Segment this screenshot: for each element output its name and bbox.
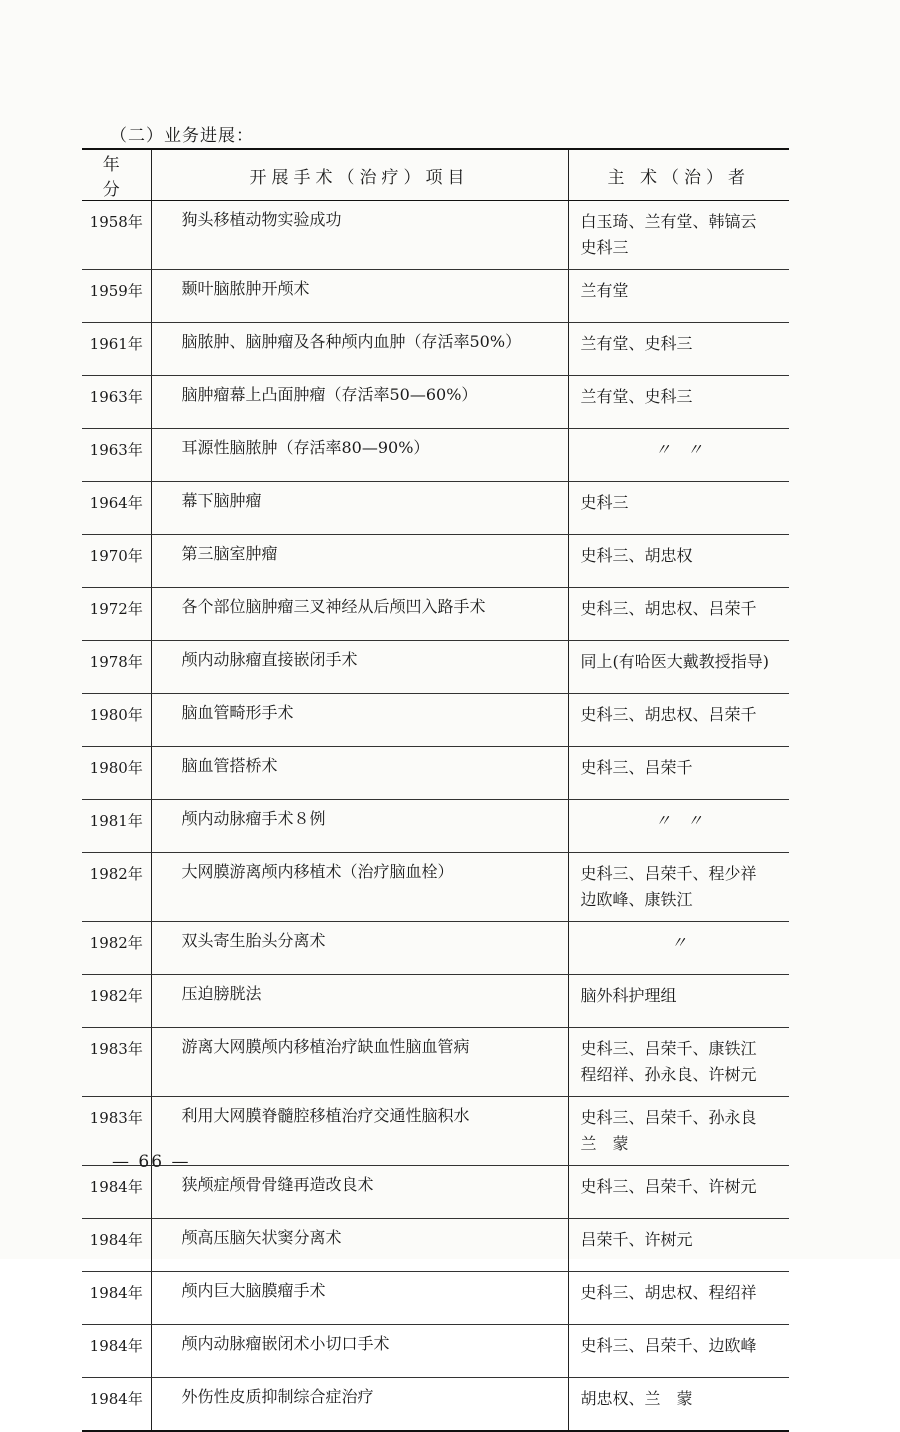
- row-year: 1980年: [82, 747, 151, 800]
- progress-table: [82, 148, 789, 1432]
- row-item: 颅内动脉瘤嵌闭术小切口手术: [151, 1325, 568, 1378]
- row-year: 1984年: [82, 1272, 151, 1325]
- person-line: 边欧峰、康铁江: [580, 890, 693, 909]
- person-line: 〃 〃: [654, 811, 703, 830]
- row-year: 1959年: [82, 270, 151, 323]
- table-row: [82, 482, 789, 535]
- row-item: 脑肿瘤幕上凸面肿瘤（存活率50—60%）: [151, 376, 568, 429]
- row-year: 1984年: [82, 1325, 151, 1378]
- row-person: [568, 1272, 789, 1325]
- person-line: 史科三、胡忠权、吕荣千: [580, 705, 757, 724]
- row-person: [568, 641, 789, 694]
- person-line: 兰有堂、史科三: [580, 387, 693, 406]
- row-item: 大网膜游离颅内移植术（治疗脑血栓）: [151, 853, 568, 922]
- row-item: 各个部位脑肿瘤三叉神经从后颅凹入路手术: [151, 588, 568, 641]
- person-line: 同上(有哈医大戴教授指导): [580, 652, 769, 671]
- header-person: 主 术（治）者: [568, 149, 789, 201]
- row-person: [568, 747, 789, 800]
- person-line: 史科三、吕荣千、康铁江: [580, 1039, 757, 1058]
- row-item: 双头寄生胎头分离术: [151, 922, 568, 975]
- person-line: 白玉琦、兰有堂、韩镐云: [580, 212, 757, 231]
- table-row: [82, 201, 789, 270]
- row-person: [568, 429, 789, 482]
- person-line: 史科三、吕荣千、程少祥: [580, 864, 757, 883]
- row-year: 1963年: [82, 429, 151, 482]
- table-row: [82, 1028, 789, 1097]
- row-year: 1958年: [82, 201, 151, 270]
- row-year: 1984年: [82, 1378, 151, 1432]
- table-row: [82, 323, 789, 376]
- row-item: 利用大网膜脊髓腔移植治疗交通性脑积水: [151, 1097, 568, 1166]
- person-line: 吕荣千、许树元: [580, 1230, 693, 1249]
- table-row: [82, 922, 789, 975]
- row-year: 1983年: [82, 1097, 151, 1166]
- row-year: 1982年: [82, 853, 151, 922]
- table-row: [82, 376, 789, 429]
- row-item: 颅内巨大脑膜瘤手术: [151, 1272, 568, 1325]
- row-year: 1978年: [82, 641, 151, 694]
- section-heading: （二）业务进展：: [110, 126, 254, 146]
- row-item: 颅高压脑矢状窦分离术: [151, 1219, 568, 1272]
- person-line: 史科三、吕荣千、许树元: [580, 1177, 757, 1196]
- person-line: 兰有堂、史科三: [580, 334, 693, 353]
- row-item: 脑血管搭桥术: [151, 747, 568, 800]
- person-line: 史科三、吕荣千、孙永良: [580, 1108, 757, 1127]
- row-person: [568, 800, 789, 853]
- row-year: 1980年: [82, 694, 151, 747]
- row-item: 颅内动脉瘤手术８例: [151, 800, 568, 853]
- row-person: [568, 482, 789, 535]
- row-item: 狭颅症颅骨骨缝再造改良术: [151, 1166, 568, 1219]
- header-item: 开展手术（治疗）项目: [151, 149, 568, 201]
- person-line: 史科三: [580, 493, 629, 512]
- row-year: 1972年: [82, 588, 151, 641]
- row-item: 压迫膀胱法: [151, 975, 568, 1028]
- table-row: [82, 1378, 789, 1432]
- person-line: 史科三、胡忠权、吕荣千: [580, 599, 757, 618]
- table-row: [82, 588, 789, 641]
- page-number: — 66 —: [112, 1152, 191, 1172]
- person-line: 脑外科护理组: [580, 986, 677, 1005]
- person-line: 兰有堂: [580, 281, 629, 300]
- table-row: [82, 641, 789, 694]
- row-person: [568, 975, 789, 1028]
- row-item: 幕下脑肿瘤: [151, 482, 568, 535]
- row-item: 第三脑室肿瘤: [151, 535, 568, 588]
- row-person: [568, 588, 789, 641]
- header-year: 年 分: [82, 149, 151, 201]
- row-item: 脑血管畸形手术: [151, 694, 568, 747]
- row-year: 1982年: [82, 922, 151, 975]
- person-line: 史科三、吕荣千、边欧峰: [580, 1336, 757, 1355]
- person-line: 兰 蒙: [580, 1134, 629, 1153]
- row-item: 耳源性脑脓肿（存活率80—90%）: [151, 429, 568, 482]
- row-year: 1983年: [82, 1028, 151, 1097]
- table-header-row: [82, 149, 789, 201]
- row-item: 颅内动脉瘤直接嵌闭手术: [151, 641, 568, 694]
- row-person: [568, 853, 789, 922]
- table-row: [82, 429, 789, 482]
- row-person: [568, 535, 789, 588]
- table-row: [82, 270, 789, 323]
- table-row: [82, 1219, 789, 1272]
- row-year: 1984年: [82, 1219, 151, 1272]
- table-row: [82, 853, 789, 922]
- row-year: 1963年: [82, 376, 151, 429]
- row-person: [568, 1378, 789, 1432]
- table-row: [82, 975, 789, 1028]
- row-year: 1982年: [82, 975, 151, 1028]
- table-row: [82, 1166, 789, 1219]
- table-row: [82, 535, 789, 588]
- row-item: 脑脓肿、脑肿瘤及各种颅内血肿（存活率50%）: [151, 323, 568, 376]
- row-item: 颞叶脑脓肿开颅术: [151, 270, 568, 323]
- row-year: 1961年: [82, 323, 151, 376]
- row-year: 1981年: [82, 800, 151, 853]
- row-person: [568, 323, 789, 376]
- row-person: [568, 694, 789, 747]
- person-line: 胡忠权、兰 蒙: [580, 1389, 693, 1408]
- row-person: [568, 1219, 789, 1272]
- row-person: [568, 922, 789, 975]
- row-person: [568, 1325, 789, 1378]
- table-row: [82, 1325, 789, 1378]
- person-line: 史科三、胡忠权: [580, 546, 693, 565]
- person-line: 史科三: [580, 238, 629, 257]
- table-row: [82, 694, 789, 747]
- row-year: 1964年: [82, 482, 151, 535]
- row-year: 1984年: [82, 1166, 151, 1219]
- table-row: [82, 1272, 789, 1325]
- person-line: 史科三、胡忠权、程绍祥: [580, 1283, 757, 1302]
- row-person: [568, 376, 789, 429]
- row-year: 1970年: [82, 535, 151, 588]
- person-line: 程绍祥、孙永良、许树元: [580, 1065, 757, 1084]
- row-person: [568, 201, 789, 270]
- row-person: [568, 1097, 789, 1166]
- row-item: 外伤性皮质抑制综合症治疗: [151, 1378, 568, 1432]
- row-item: 狗头移植动物实验成功: [151, 201, 568, 270]
- table-row: [82, 747, 789, 800]
- table-row: [82, 800, 789, 853]
- person-line: 史科三、吕荣千: [580, 758, 693, 777]
- row-person: [568, 1166, 789, 1219]
- table-body: [82, 201, 789, 1432]
- row-person: [568, 270, 789, 323]
- row-item: 游离大网膜颅内移植治疗缺血性脑血管病: [151, 1028, 568, 1097]
- person-line: 〃: [670, 933, 687, 952]
- row-person: [568, 1028, 789, 1097]
- person-line: 〃 〃: [654, 440, 703, 459]
